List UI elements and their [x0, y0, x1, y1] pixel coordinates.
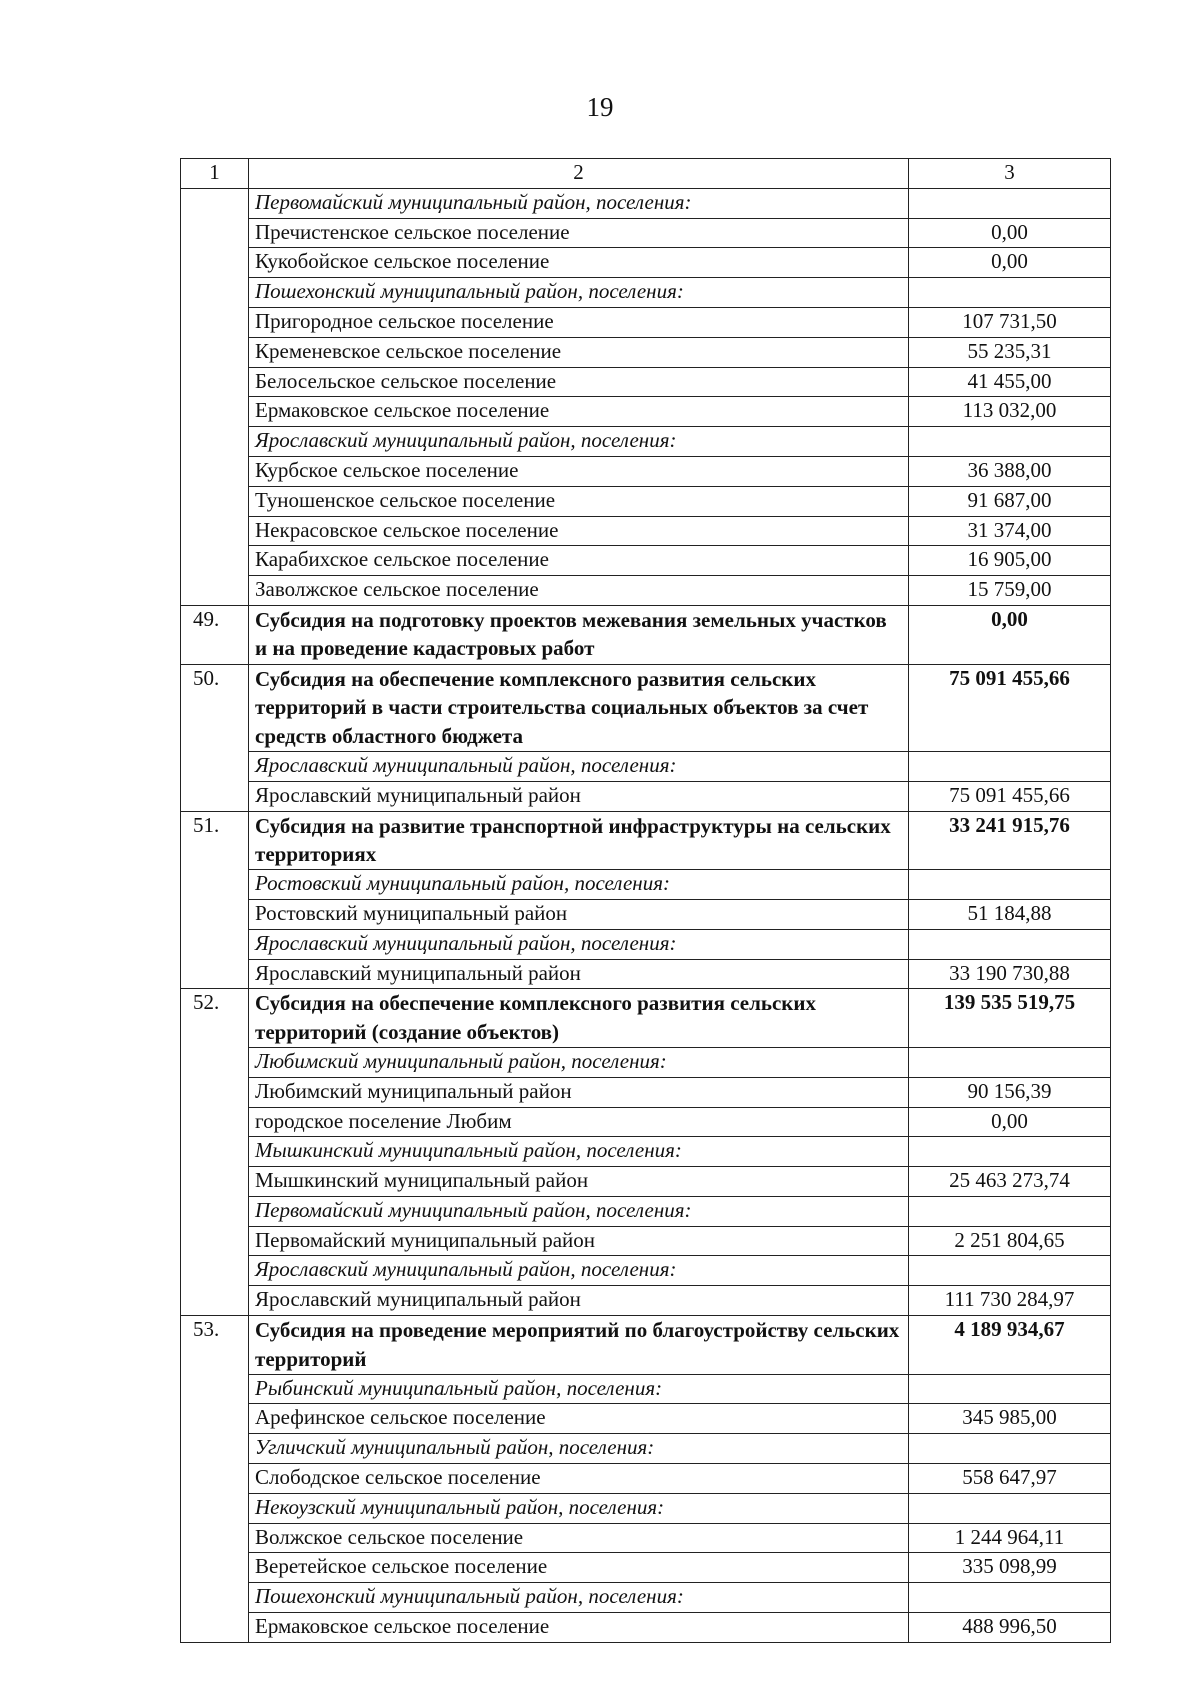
row-number-cell	[181, 1077, 249, 1107]
settlement-row	[181, 248, 1111, 278]
settlement-name: Белосельское сельское поселение	[249, 367, 909, 397]
district-name: Мышкинский муниципальный район, поселения:	[249, 1137, 909, 1167]
amount-cell: 55 235,31	[909, 337, 1111, 367]
settlement-name: Курбское сельское поселение	[249, 456, 909, 486]
amount-cell: 0,00	[909, 248, 1111, 278]
amount-cell: 33 190 730,88	[909, 959, 1111, 989]
amount-cell: 51 184,88	[909, 899, 1111, 929]
row-number-cell	[181, 1256, 249, 1286]
settlement-name: Ермаковское сельское поселение	[249, 397, 909, 427]
district-row	[181, 188, 1111, 218]
section-number: 49.	[181, 605, 249, 664]
district-row	[181, 1583, 1111, 1613]
amount-cell	[909, 1493, 1111, 1523]
settlement-row	[181, 307, 1111, 337]
settlement-name: Туношенское сельское поселение	[249, 486, 909, 516]
settlement-row	[181, 1226, 1111, 1256]
row-number-cell	[181, 1137, 249, 1167]
settlement-row	[181, 486, 1111, 516]
amount-cell: 31 374,00	[909, 516, 1111, 546]
amount-cell: 36 388,00	[909, 456, 1111, 486]
row-number-cell	[181, 188, 249, 218]
settlement-name: городское поселение Любим	[249, 1107, 909, 1137]
amount-cell	[909, 1434, 1111, 1464]
amount-cell: 15 759,00	[909, 576, 1111, 606]
settlement-name: Веретейское сельское поселение	[249, 1553, 909, 1583]
section-total: 0,00	[909, 605, 1111, 664]
row-number-cell	[181, 576, 249, 606]
district-name: Первомайский муниципальный район, поселения:	[249, 188, 909, 218]
district-row	[181, 1434, 1111, 1464]
row-number-cell	[181, 278, 249, 308]
row-number-cell	[181, 516, 249, 546]
settlement-name: Ярославский муниципальный район	[249, 1286, 909, 1316]
district-row	[181, 1374, 1111, 1404]
settlement-name: Ермаковское сельское поселение	[249, 1613, 909, 1643]
district-name: Угличский муниципальный район, поселения:	[249, 1434, 909, 1464]
subsidy-table	[180, 158, 1111, 1643]
row-number-cell	[181, 546, 249, 576]
section-row	[181, 605, 1111, 664]
section-title: Субсидия на обеспечение комплексного развития сельских территорий в части строительства социальных объектов за счет средств областного бюджета	[249, 664, 909, 751]
table-header-row	[181, 159, 1111, 189]
settlement-row	[181, 576, 1111, 606]
row-number-cell	[181, 899, 249, 929]
row-number-cell	[181, 397, 249, 427]
settlement-row	[181, 1404, 1111, 1434]
district-row	[181, 751, 1111, 781]
section-row	[181, 811, 1111, 870]
district-row	[181, 1047, 1111, 1077]
amount-cell: 107 731,50	[909, 307, 1111, 337]
settlement-row	[181, 1553, 1111, 1583]
settlement-row	[181, 1464, 1111, 1494]
page-number: 19	[586, 92, 614, 122]
row-number-cell	[181, 1404, 249, 1434]
row-number-cell	[181, 367, 249, 397]
settlement-row	[181, 367, 1111, 397]
amount-cell	[909, 1374, 1111, 1404]
section-title: Субсидия на подготовку проектов межевания земельных участков и на проведение кадастровых работ	[249, 605, 909, 664]
row-number-cell	[181, 1167, 249, 1197]
section-number: 51.	[181, 811, 249, 870]
settlement-row	[181, 1167, 1111, 1197]
row-number-cell	[181, 1553, 249, 1583]
row-number-cell	[181, 781, 249, 811]
column-header-3: 3	[909, 159, 1111, 189]
row-number-cell	[181, 870, 249, 900]
district-row	[181, 1256, 1111, 1286]
section-title: Субсидия на развитие транспортной инфраструктуры на сельских территориях	[249, 811, 909, 870]
amount-cell: 335 098,99	[909, 1553, 1111, 1583]
amount-cell	[909, 427, 1111, 457]
district-name: Ростовский муниципальный район, поселения:	[249, 870, 909, 900]
section-title: Субсидия на проведение мероприятий по благоустройству сельских территорий	[249, 1316, 909, 1375]
section-title: Субсидия на обеспечение комплексного развития сельских территорий (создание объектов)	[249, 989, 909, 1048]
district-name: Некоузский муниципальный район, поселения:	[249, 1493, 909, 1523]
amount-cell: 345 985,00	[909, 1404, 1111, 1434]
amount-cell	[909, 929, 1111, 959]
amount-cell: 2 251 804,65	[909, 1226, 1111, 1256]
row-number-cell	[181, 1613, 249, 1643]
settlement-name: Некрасовское сельское поселение	[249, 516, 909, 546]
amount-cell: 0,00	[909, 218, 1111, 248]
row-number-cell	[181, 337, 249, 367]
settlement-row	[181, 781, 1111, 811]
row-number-cell	[181, 929, 249, 959]
district-row	[181, 1137, 1111, 1167]
settlement-row	[181, 1077, 1111, 1107]
settlement-row	[181, 1523, 1111, 1553]
section-row	[181, 989, 1111, 1048]
row-number-cell	[181, 486, 249, 516]
district-name: Ярославский муниципальный район, поселения:	[249, 1256, 909, 1286]
settlement-name: Карабихское сельское поселение	[249, 546, 909, 576]
district-row	[181, 870, 1111, 900]
district-row	[181, 427, 1111, 457]
column-header-1: 1	[181, 159, 249, 189]
amount-cell	[909, 1583, 1111, 1613]
settlement-name: Любимский муниципальный район	[249, 1077, 909, 1107]
row-number-cell	[181, 248, 249, 278]
amount-cell	[909, 751, 1111, 781]
district-name: Рыбинский муниципальный район, поселения:	[249, 1374, 909, 1404]
settlement-name: Слободское сельское поселение	[249, 1464, 909, 1494]
district-row	[181, 929, 1111, 959]
amount-cell: 91 687,00	[909, 486, 1111, 516]
settlement-row	[181, 218, 1111, 248]
amount-cell: 111 730 284,97	[909, 1286, 1111, 1316]
amount-cell	[909, 1256, 1111, 1286]
section-total: 33 241 915,76	[909, 811, 1111, 870]
row-number-cell	[181, 218, 249, 248]
district-row	[181, 278, 1111, 308]
amount-cell: 558 647,97	[909, 1464, 1111, 1494]
row-number-cell	[181, 456, 249, 486]
district-name: Ярославский муниципальный район, поселения:	[249, 427, 909, 457]
row-number-cell	[181, 1374, 249, 1404]
district-row	[181, 1493, 1111, 1523]
amount-cell	[909, 1196, 1111, 1226]
section-number: 52.	[181, 989, 249, 1048]
amount-cell: 75 091 455,66	[909, 781, 1111, 811]
settlement-name: Пречистенское сельское поселение	[249, 218, 909, 248]
settlement-name: Заволжское сельское поселение	[249, 576, 909, 606]
row-number-cell	[181, 307, 249, 337]
section-total: 4 189 934,67	[909, 1316, 1111, 1375]
amount-cell	[909, 870, 1111, 900]
section-number: 53.	[181, 1316, 249, 1375]
district-name: Пошехонский муниципальный район, поселения:	[249, 278, 909, 308]
settlement-row	[181, 899, 1111, 929]
amount-cell: 488 996,50	[909, 1613, 1111, 1643]
section-number: 50.	[181, 664, 249, 751]
settlement-name: Кременевское сельское поселение	[249, 337, 909, 367]
settlement-row	[181, 516, 1111, 546]
district-name: Первомайский муниципальный район, поселения:	[249, 1196, 909, 1226]
settlement-row	[181, 1613, 1111, 1643]
row-number-cell	[181, 751, 249, 781]
settlement-name: Ярославский муниципальный район	[249, 781, 909, 811]
row-number-cell	[181, 1226, 249, 1256]
amount-cell: 25 463 273,74	[909, 1167, 1111, 1197]
amount-cell: 41 455,00	[909, 367, 1111, 397]
settlement-name: Мышкинский муниципальный район	[249, 1167, 909, 1197]
section-row	[181, 664, 1111, 751]
column-header-2: 2	[249, 159, 909, 189]
settlement-row	[181, 959, 1111, 989]
row-number-cell	[181, 1107, 249, 1137]
settlement-name: Ростовский муниципальный район	[249, 899, 909, 929]
district-name: Ярославский муниципальный район, поселения:	[249, 751, 909, 781]
amount-cell: 16 905,00	[909, 546, 1111, 576]
row-number-cell	[181, 1523, 249, 1553]
settlement-name: Первомайский муниципальный район	[249, 1226, 909, 1256]
row-number-cell	[181, 1047, 249, 1077]
district-name: Пошехонский муниципальный район, поселения:	[249, 1583, 909, 1613]
row-number-cell	[181, 427, 249, 457]
row-number-cell	[181, 959, 249, 989]
settlement-name: Пригородное сельское поселение	[249, 307, 909, 337]
amount-cell: 113 032,00	[909, 397, 1111, 427]
settlement-name: Кукобойское сельское поселение	[249, 248, 909, 278]
amount-cell: 1 244 964,11	[909, 1523, 1111, 1553]
section-total: 139 535 519,75	[909, 989, 1111, 1048]
settlement-row	[181, 1286, 1111, 1316]
row-number-cell	[181, 1493, 249, 1523]
settlement-row	[181, 456, 1111, 486]
settlement-row	[181, 397, 1111, 427]
district-row	[181, 1196, 1111, 1226]
row-number-cell	[181, 1583, 249, 1613]
amount-cell: 90 156,39	[909, 1077, 1111, 1107]
amount-cell	[909, 1047, 1111, 1077]
section-row	[181, 1316, 1111, 1375]
settlement-row	[181, 337, 1111, 367]
settlement-row	[181, 546, 1111, 576]
district-name: Ярославский муниципальный район, поселения:	[249, 929, 909, 959]
amount-cell	[909, 278, 1111, 308]
amount-cell	[909, 1137, 1111, 1167]
settlement-row	[181, 1107, 1111, 1137]
section-total: 75 091 455,66	[909, 664, 1111, 751]
row-number-cell	[181, 1434, 249, 1464]
settlement-name: Арефинское сельское поселение	[249, 1404, 909, 1434]
amount-cell: 0,00	[909, 1107, 1111, 1137]
row-number-cell	[181, 1464, 249, 1494]
row-number-cell	[181, 1286, 249, 1316]
settlement-name: Волжское сельское поселение	[249, 1523, 909, 1553]
row-number-cell	[181, 1196, 249, 1226]
district-name: Любимский муниципальный район, поселения:	[249, 1047, 909, 1077]
amount-cell	[909, 188, 1111, 218]
settlement-name: Ярославский муниципальный район	[249, 959, 909, 989]
